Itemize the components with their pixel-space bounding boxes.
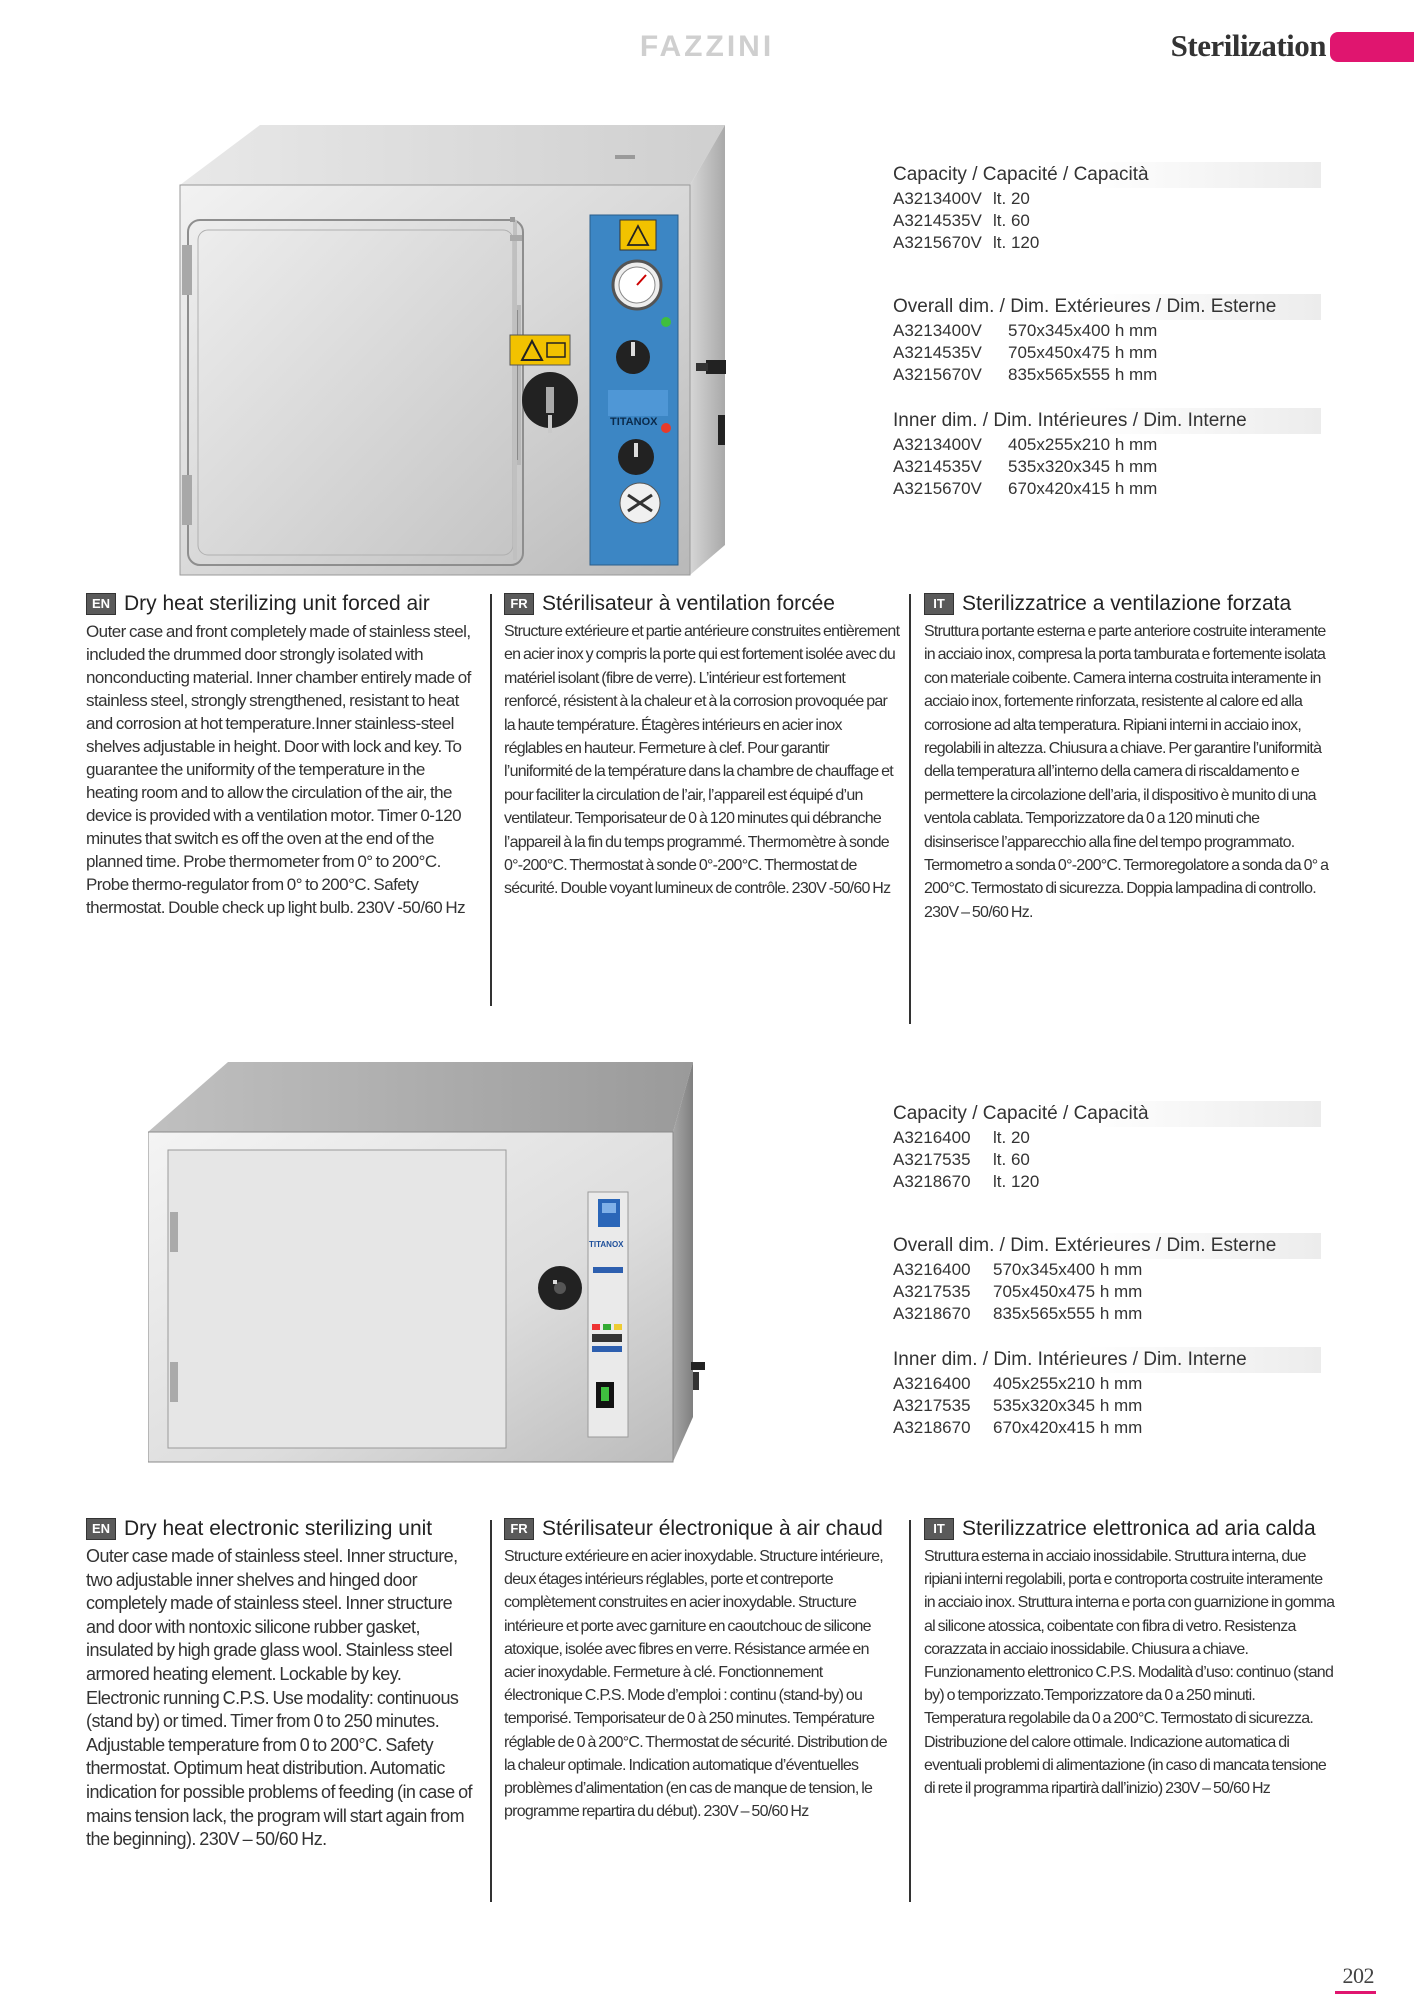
column-divider: [909, 594, 911, 1024]
capacity-heading: Capacity / Capacité / Capacità: [893, 1101, 1321, 1127]
product-description: Outer case made of stainless steel. Inner structure, two adjustable inner shelves and hinged door completely made of stainless steel. Inner structure and door with nontoxic silicone rubber gasket, insulated by high grade glass wool. Stainless steel armored heating element. Lockable by key. Electronic running C.P.S. Use modality: continuous (stand by) or timed. Timer from 0 to 250 minutes. Adjustable temperature from 0 to 200°C. Safety thermostat. Optimum heat distribution. Automatic indication for possible problems of feeding (in case of mains tension lack, the program will start again from the beginning). 230V – 50/60 Hz.: [86, 1546, 472, 1850]
inner-dims-heading: Inner dim. / Dim. Intérieures / Dim. Interne: [893, 408, 1321, 434]
overall-dims-heading: Overall dim. / Dim. Extérieures / Dim. Esterne: [893, 1233, 1321, 1259]
overall-dims-heading: Overall dim. / Dim. Extérieures / Dim. Esterne: [893, 294, 1321, 320]
product-title: Sterilizzatrice elettronica ad aria calda: [962, 1517, 1316, 1540]
spec-row: [893, 1127, 1321, 1149]
spec-row: [893, 1373, 1321, 1395]
spec-value: lt. 20: [993, 1128, 1030, 1147]
product-title: Dry heat sterilizing unit forced air: [124, 592, 430, 615]
product2-it-column: [924, 1517, 1336, 1800]
product-description: Outer case and front completely made of stainless steel, included the drummed door strongly isolated with nonconducting material. Inner chamber entirely made of stainless steel, strongly strengthened, resistant to heat and corrosion at hot temperature.Inner stainless-steel shelves adjustable in height. Door with lock and key. To guarantee the uniformity of the temperature in the heating room and to allow the circulation of the air, the device is provided with a ventilation motor. Timer 0-120 minutes that switch es off the oven at the end of the planned time. Probe thermometer from 0° to 200°C. Probe thermo-regulator from 0° to 200°C. Safety thermostat. Double check up light bulb. 230V -50/60 Hz: [86, 622, 471, 917]
spec-value: lt. 60: [993, 1150, 1030, 1169]
spec-row: [893, 232, 1321, 254]
column-heading: [504, 1517, 896, 1541]
spec-row: [893, 210, 1321, 232]
spec-value: lt. 120: [993, 233, 1040, 252]
product2-fr-column: [504, 1517, 896, 1823]
spec-code: A3217535: [893, 1150, 971, 1169]
overall-dims-block: [893, 1233, 1321, 1325]
product-title: Stérilisateur électronique à air chaud: [542, 1517, 883, 1540]
spec-code: A3216400: [893, 1128, 971, 1147]
product2-panel-label: TITANOX: [589, 1240, 624, 1249]
inner-dims-block: [893, 408, 1321, 500]
spec-code: A3213400V: [893, 189, 982, 208]
lang-badge-en: EN: [86, 593, 116, 615]
spec-code: A3217535: [893, 1396, 971, 1415]
spec-value: 835x565x555 h mm: [1008, 365, 1158, 384]
column-heading: [504, 592, 900, 616]
column-heading: [924, 1517, 1336, 1541]
spec-code: A3217535: [893, 1282, 971, 1301]
product1-panel-label: TITANOX: [610, 416, 658, 428]
spec-row: [893, 1259, 1321, 1281]
capacity-heading: Capacity / Capacité / Capacità: [893, 162, 1321, 188]
spec-value: 705x450x475 h mm: [993, 1282, 1143, 1301]
product2-specs: [893, 1101, 1321, 1479]
spec-row: [893, 478, 1321, 500]
product-description: Struttura portante esterna e parte anteriore costruite interamente in acciaio inox, compresa la porta tamburata e fortemente isolata con materiale coibente. Camera interna costruita interamente in acciaio inox, fortemente rinforzata, resistente al calore ed alla corrosione ad alta temperatura. Ripiani interni in acciaio inox, regolabili in altezza. Chiusura a chiave. Per garantire l’uniformità della temperatura all’interno della camera di riscaldamento e permettere la circolazione dell’aria, il dispositivo è munito di una ventola cablata. Temporizzatore da 0 a 120 minuti che disinserisce l’apparecchio alla fine del tempo programmato. Termometro a sonda 0°-200°C. Termoregolatore a sonda da 0° a 200°C. Termostato di sicurezza. Doppia lampadina di controllo. 230V – 50/60 Hz.: [924, 623, 1329, 921]
spec-value: 705x450x475 h mm: [1008, 343, 1158, 362]
spec-row: [893, 1303, 1321, 1325]
spec-code: A3218670: [893, 1304, 971, 1323]
spec-code: A3215670V: [893, 233, 982, 252]
spec-value: 570x345x400 h mm: [993, 1260, 1143, 1279]
spec-value: 570x345x400 h mm: [1008, 321, 1158, 340]
product2-image: [148, 1062, 733, 1482]
lang-badge-it: IT: [924, 1518, 954, 1540]
column-heading: [86, 1517, 476, 1541]
spec-row: [893, 1417, 1321, 1439]
spec-code: A3216400: [893, 1374, 971, 1393]
inner-dims-heading: Inner dim. / Dim. Intérieures / Dim. Interne: [893, 1347, 1321, 1373]
product1-it-column: [924, 592, 1334, 924]
spec-row: [893, 456, 1321, 478]
capacity-block: [893, 162, 1321, 254]
brand-logo: FAZZINI: [639, 30, 775, 63]
lang-badge-fr: FR: [504, 1518, 534, 1540]
column-divider: [909, 1520, 911, 1902]
product-title: Sterilizzatrice a ventilazione forzata: [962, 592, 1292, 615]
spec-value: 835x565x555 h mm: [993, 1304, 1143, 1323]
spec-code: A3213400V: [893, 321, 982, 340]
section-tab-marker: [1330, 32, 1414, 62]
spec-code: A3215670V: [893, 479, 982, 498]
spec-row: [893, 1149, 1321, 1171]
product1-image: [150, 125, 750, 580]
spec-code: A3216400: [893, 1260, 971, 1279]
spec-value: lt. 120: [993, 1172, 1040, 1191]
spec-value: lt. 20: [993, 189, 1030, 208]
lang-badge-fr: FR: [504, 593, 534, 615]
product-description: Structure extérieure en acier inoxydable. Structure intérieure, deux étages intérieurs réglables, porte et contreporte complètement construites en acier inoxydable. Structure intérieure et porte avec garniture en caoutchouc de silicone atoxique, isolée avec fibres en verre. Résistance armée en acier inoxydable. Fermeture à clé. Fonctionnement électronique C.P.S. Mode d’emploi : continu (stand-by) ou temporisé. Temporisateur de 0 à 250 minutes. Température réglable de 0 à 200°C. Thermostat de sécurité. Distribution de la chaleur optimale. Indication automatique d’éventuelles problèmes d’alimentation (en cas de manque de tension, le programme repartira du début). 230V – 50/60 Hz: [504, 1548, 887, 1821]
column-divider: [490, 1520, 492, 1902]
section-title: Sterilization: [1170, 28, 1326, 63]
spec-code: A3218670: [893, 1418, 971, 1437]
spec-row: [893, 1171, 1321, 1193]
lang-badge-en: EN: [86, 1518, 116, 1540]
spec-code: A3214535V: [893, 457, 982, 476]
spec-code: A3214535V: [893, 211, 982, 230]
inner-dims-block: [893, 1347, 1321, 1439]
product1-en-column: [86, 592, 472, 919]
spec-code: A3218670: [893, 1172, 971, 1191]
spec-row: [893, 342, 1321, 364]
spec-row: [893, 434, 1321, 456]
lang-badge-it: IT: [924, 593, 954, 615]
spec-value: lt. 60: [993, 211, 1030, 230]
product-title: Dry heat electronic sterilizing unit: [124, 1517, 433, 1540]
overall-dims-block: [893, 294, 1321, 386]
capacity-block: [893, 1101, 1321, 1193]
spec-row: [893, 1281, 1321, 1303]
spec-value: 405x255x210 h mm: [1008, 435, 1158, 454]
spec-value: 405x255x210 h mm: [993, 1374, 1143, 1393]
product-title: Stérilisateur à ventilation forcée: [542, 592, 835, 615]
product-description: Struttura esterna in acciaio inossidabile. Struttura interna, due ripiani interni regolabili, porta e controporta costruite interamente in acciaio inox. Struttura interna e porta con guarnizione in gomma al silicone atossica, coibentate con fibra di vetro. Resistenza corazzata in acciaio inossidabile. Chiusura a chiave. Funzionamento elettronico C.P.S. Modalità d’uso: continuo (stand by) o temporizzato.Temporizzatore da 0 a 250 minuti. Temperatura regolabile da 0 a 200°C. Termostato di sicurezza. Distribuzione del calore ottimale. Indicazione automatica di eventuali problemi di alimentazione (in caso di mancata tensione di rete il programma ripartirà dall’inizio) 230V – 50/60 Hz: [924, 1548, 1335, 1798]
page-number: 202: [1335, 1963, 1377, 1994]
spec-value: 535x320x345 h mm: [1008, 457, 1158, 476]
spec-code: A3213400V: [893, 435, 982, 454]
spec-value: 535x320x345 h mm: [993, 1396, 1143, 1415]
spec-row: [893, 320, 1321, 342]
column-heading: [86, 592, 472, 616]
spec-row: [893, 188, 1321, 210]
spec-value: 670x420x415 h mm: [1008, 479, 1158, 498]
spec-code: A3214535V: [893, 343, 982, 362]
product-description: Structure extérieure et partie antérieure construites entièrement en acier inox y compris la porte qui est fortement isolée avec du matériel isolant (fibre de verre). L’intérieur est fortement renforcé, résistent à la chaleur et à la corrosion provoquée par la haute température. Étagères intérieurs en acier inox réglables en hauteur. Fermeture à clef. Pour garantir l’uniformité de la température dans la chambre de chauffage et pour faciliter la circulation de l’air, l’appareil est équipé d’un ventilateur. Temporisateur de 0 à 120 minutes qui débranche l’appareil à la fin du temps programmé. Thermomètre à sonde 0°-200°C. Thermostat à sonde 0°-200°C. Thermostat de sécurité. Double voyant lumineux de contrôle. 230V -50/60 Hz: [504, 623, 900, 898]
product2-en-column: [86, 1517, 476, 1852]
column-divider: [490, 594, 492, 1006]
spec-value: 670x420x415 h mm: [993, 1418, 1143, 1437]
spec-row: [893, 1395, 1321, 1417]
column-heading: [924, 592, 1334, 616]
product1-specs: [893, 162, 1321, 540]
product1-fr-column: [504, 592, 900, 901]
spec-code: A3215670V: [893, 365, 982, 384]
spec-row: [893, 364, 1321, 386]
